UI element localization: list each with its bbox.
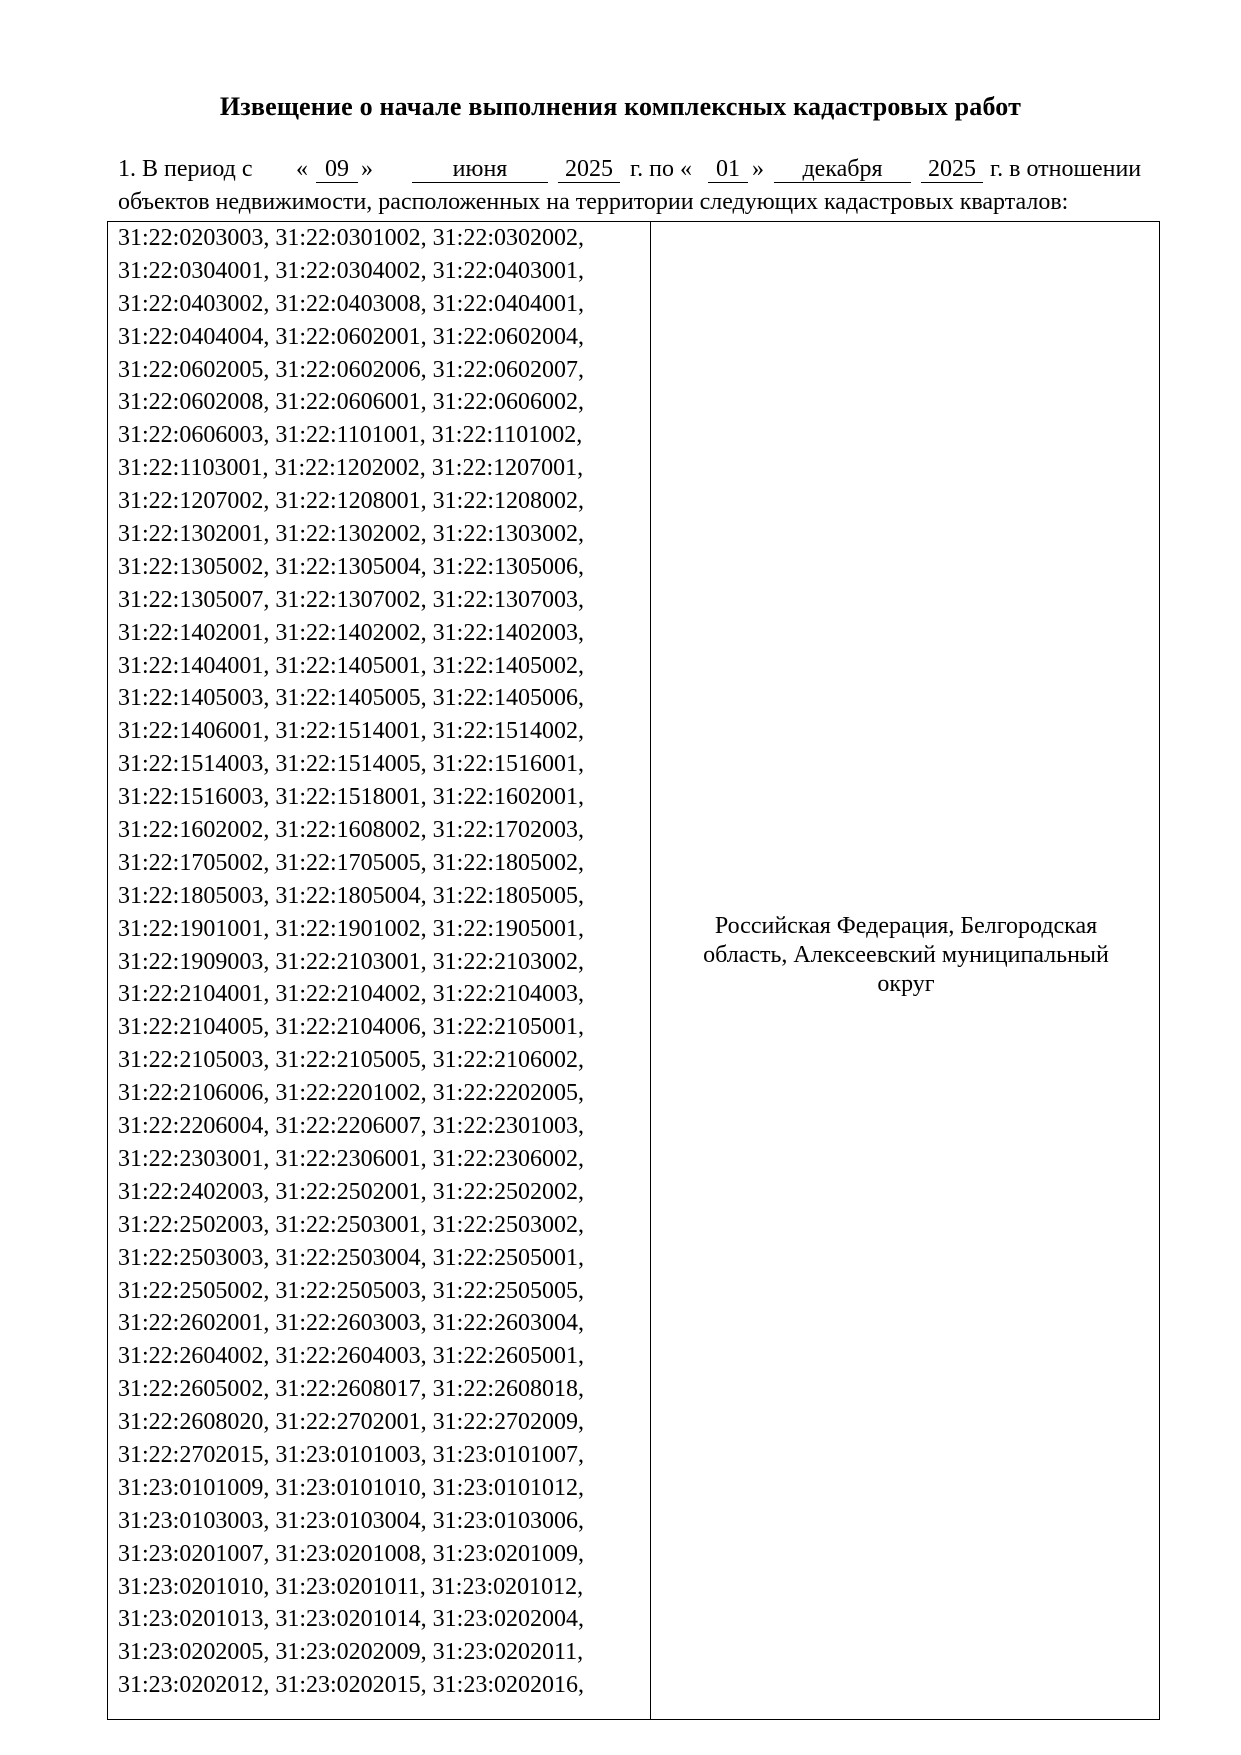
- quarter-row: 31:22:1406001, 31:22:1514001, 31:22:1514002,: [118, 718, 585, 745]
- quarter-row: 31:22:0304001, 31:22:0304002, 31:22:0403001,: [118, 257, 585, 284]
- period-prefix: 1. В период с: [118, 156, 253, 182]
- quarter-row: 31:23:0201007, 31:23:0201008, 31:23:0201009,: [118, 1540, 585, 1567]
- quarter-row: 31:23:0101009, 31:23:0101010, 31:23:0101012,: [118, 1474, 585, 1501]
- quarter-row: 31:22:0404004, 31:22:0602001, 31:22:0602004,: [118, 323, 585, 350]
- quarter-row: 31:22:1405003, 31:22:1405005, 31:22:1405006,: [118, 685, 585, 712]
- quarter-row: 31:22:2605002, 31:22:2608017, 31:22:2608018,: [118, 1376, 585, 1403]
- quarter-row: 31:22:1402001, 31:22:1402002, 31:22:1402003,: [118, 619, 585, 646]
- quarter-row: 31:22:1404001, 31:22:1405001, 31:22:1405002,: [118, 652, 585, 679]
- quarter-row: 31:22:0403002, 31:22:0403008, 31:22:0404001,: [118, 290, 585, 317]
- document-title: Извещение о начале выполнения комплексных кадастровых работ: [219, 92, 1022, 121]
- quarter-row: 31:22:1516003, 31:22:1518001, 31:22:1602001,: [118, 784, 585, 811]
- quarter-row: 31:22:2604002, 31:22:2604003, 31:22:2605001,: [118, 1343, 585, 1370]
- end-year-field: 2025: [921, 153, 983, 183]
- open-quote: «: [296, 156, 308, 182]
- quarter-row: 31:22:1705002, 31:22:1705005, 31:22:1805002,: [118, 849, 585, 876]
- period-suffix: г. в отношении: [990, 156, 1142, 182]
- quarter-row: 31:22:1305002, 31:22:1305004, 31:22:1305006,: [118, 553, 585, 580]
- quarter-row: 31:23:0202005, 31:23:0202009, 31:23:0202011,: [118, 1639, 584, 1666]
- quarters-list: [118, 222, 648, 1702]
- quarter-row: 31:22:2105003, 31:22:2105005, 31:22:2106002,: [118, 1047, 585, 1074]
- location-line: округ: [877, 971, 935, 997]
- quarter-row: 31:22:2104005, 31:22:2104006, 31:22:2105001,: [118, 1014, 585, 1041]
- quarter-row: 31:22:2502003, 31:22:2503001, 31:22:2503002,: [118, 1211, 585, 1238]
- column-divider: [650, 222, 651, 1719]
- period-line: [118, 153, 1158, 185]
- close-quote: »: [361, 156, 373, 182]
- period-line-2: объектов недвижимости, расположенных на территории следующих кадастровых кварталов:: [118, 189, 1069, 215]
- quarter-row: 31:22:2206004, 31:22:2206007, 31:22:2301003,: [118, 1113, 585, 1140]
- quarter-row: 31:23:0103003, 31:23:0103004, 31:23:0103006,: [118, 1507, 585, 1534]
- quarter-row: 31:22:2608020, 31:22:2702001, 31:22:2702009,: [118, 1409, 585, 1436]
- close-quote-2: »: [752, 156, 764, 182]
- quarter-row: 31:22:2702015, 31:23:0101003, 31:23:0101007,: [118, 1441, 585, 1468]
- quarter-row: 31:22:0602008, 31:22:0606001, 31:22:0606002,: [118, 389, 585, 416]
- quarter-row: 31:22:2104001, 31:22:2104002, 31:22:2104003,: [118, 981, 585, 1008]
- quarter-row: 31:22:1514003, 31:22:1514005, 31:22:1516001,: [118, 751, 585, 778]
- quarter-row: 31:22:0602005, 31:22:0602006, 31:22:0602007,: [118, 356, 585, 383]
- quarter-row: 31:22:1207002, 31:22:1208001, 31:22:1208002,: [118, 488, 585, 515]
- location-line: область, Алексеевский муниципальный: [703, 942, 1109, 968]
- quarter-row: 31:22:2402003, 31:22:2502001, 31:22:2502002,: [118, 1178, 585, 1205]
- quarter-row: 31:22:2503003, 31:22:2503004, 31:22:2505001,: [118, 1244, 585, 1271]
- quarter-row: 31:22:1909003, 31:22:2103001, 31:22:2103002,: [118, 948, 585, 975]
- quarter-row: 31:22:1805003, 31:22:1805004, 31:22:1805005,: [118, 882, 585, 909]
- start-year-field: 2025: [558, 153, 620, 183]
- quarter-row: 31:22:1103001, 31:22:1202002, 31:22:1207001,: [118, 455, 584, 482]
- quarter-row: 31:23:0201010, 31:23:0201011, 31:23:0201012,: [118, 1573, 584, 1600]
- quarter-row: 31:22:1602002, 31:22:1608002, 31:22:1702003,: [118, 817, 585, 844]
- quarters-table: [107, 221, 1160, 1720]
- quarter-row: 31:22:1305007, 31:22:1307002, 31:22:1307003,: [118, 586, 585, 613]
- quarter-row: 31:22:2505002, 31:22:2505003, 31:22:2505005,: [118, 1277, 585, 1304]
- start-month-field: июня: [412, 153, 548, 183]
- end-day-field: 01: [708, 153, 748, 183]
- quarter-row: 31:22:2106006, 31:22:2201002, 31:22:2202005,: [118, 1080, 585, 1107]
- quarter-row: 31:22:2303001, 31:22:2306001, 31:22:2306002,: [118, 1145, 585, 1172]
- start-day-field: 09: [316, 153, 358, 183]
- location-cell: [653, 912, 1159, 999]
- location-line: Российская Федерация, Белгородская: [714, 913, 1098, 939]
- quarter-row: 31:23:0202012, 31:23:0202015, 31:23:0202016,: [118, 1672, 585, 1699]
- quarter-row: 31:22:2602001, 31:22:2603003, 31:22:2603004,: [118, 1310, 585, 1337]
- quarter-row: 31:22:0606003, 31:22:1101001, 31:22:1101002,: [118, 422, 583, 449]
- quarter-row: 31:22:0203003, 31:22:0301002, 31:22:0302002,: [118, 225, 585, 251]
- quarter-row: 31:22:1901001, 31:22:1901002, 31:22:1905001,: [118, 915, 585, 942]
- period-middle: г. по «: [630, 156, 692, 182]
- quarter-row: 31:22:1302001, 31:22:1302002, 31:22:1303002,: [118, 521, 585, 548]
- quarter-row: 31:23:0201013, 31:23:0201014, 31:23:0202004,: [118, 1606, 585, 1633]
- end-month-field: декабря: [774, 153, 911, 183]
